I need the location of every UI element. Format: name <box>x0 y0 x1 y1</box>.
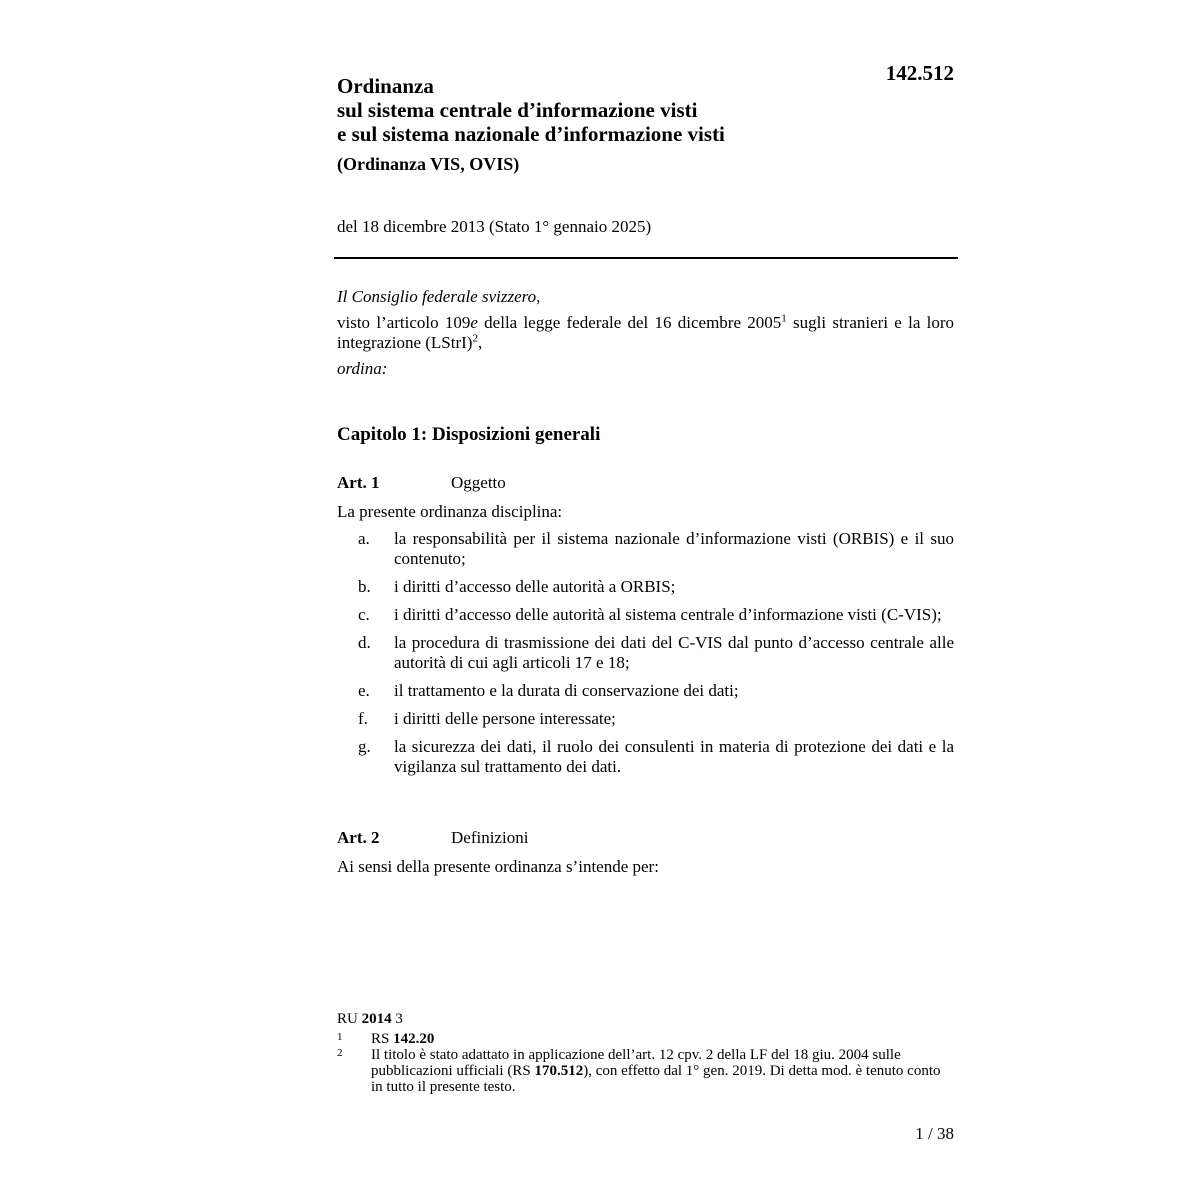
list-letter: c. <box>358 605 370 624</box>
title-line-1: Ordinanza <box>337 74 434 98</box>
list-item <box>337 709 954 729</box>
title-block <box>337 74 957 176</box>
footnote-text <box>371 1031 954 1047</box>
article-2-heading <box>337 827 528 849</box>
page-number: 1 / 38 <box>915 1124 954 1143</box>
article-1-title: Oggetto <box>451 473 506 492</box>
footnote-prefix: Il titolo è stato adattato in applicazione dell’art. 12 cpv. 2 della LF del 18 giu. 2004 sulle pubblicazioni ufficiali (RS <box>371 1047 901 1079</box>
article-2-number: Art. 2 <box>337 828 380 847</box>
sr-number: 142.512 <box>885 61 954 85</box>
preamble-ordains: ordina: <box>337 359 388 378</box>
date-line: del 18 dicembre 2013 (Stato 1° gennaio 2025) <box>337 217 652 236</box>
footnote-ref-2[interactable]: 2 <box>472 332 478 345</box>
title-line-3: e sul sistema nazionale d’informazione visti <box>337 122 725 146</box>
list-text: la responsabilità per il sistema nazionale d’informazione visti (ORBIS) e il suo contenuto; <box>394 529 954 568</box>
footnote-mark: 1 <box>337 1031 343 1043</box>
ru-page: 3 <box>391 1011 403 1027</box>
article-2-lead: Ai sensi della presente ordinanza s’intende per: <box>337 857 659 876</box>
footnote-2 <box>337 1047 954 1095</box>
list-text: i diritti delle persone interessate; <box>394 709 616 728</box>
footnote-suffix: ), con effetto dal 1° gen. 2019. Di detta mod. è tenuto conto in tutto il presente testo. <box>371 1063 941 1095</box>
footnotes <box>337 1011 954 1095</box>
list-text: i diritti d’accesso delle autorità a ORBIS; <box>394 577 676 596</box>
list-text: la sicurezza dei dati, il ruolo dei consulenti in materia di protezione dei dati e la vigilanza sul trattamento dei dati. <box>394 737 954 776</box>
footnote-prefix: RS <box>371 1031 394 1047</box>
basis-text-1: visto l’articolo 109 <box>337 313 471 332</box>
article-2-title: Definizioni <box>451 828 529 847</box>
short-title: (Ordinanza VIS, OVIS) <box>337 154 520 174</box>
basis-italic: e <box>470 313 478 332</box>
list-letter: a. <box>358 529 370 548</box>
list-item <box>337 605 954 625</box>
footnote-ref-1[interactable]: 1 <box>781 312 787 325</box>
basis-text-2: della legge federale del 16 dicembre 2005 <box>477 313 782 332</box>
preamble-legal-basis <box>337 313 954 353</box>
list-letter: f. <box>358 709 368 728</box>
footnote-bold: 142.20 <box>393 1031 435 1047</box>
article-1-heading <box>337 472 506 494</box>
article-1-lead: La presente ordinanza disciplina: <box>337 502 563 521</box>
list-text: i diritti d’accesso delle autorità al sistema centrale d’informazione visti (C-VIS); <box>394 605 942 624</box>
list-letter: e. <box>358 681 370 700</box>
article-1-number: Art. 1 <box>337 473 380 492</box>
list-item <box>337 529 954 569</box>
article-1-list <box>337 529 954 785</box>
header-divider <box>334 257 958 259</box>
list-letter: d. <box>358 633 371 652</box>
ru-prefix: RU <box>337 1011 362 1027</box>
footnote-mark: 2 <box>337 1047 343 1059</box>
official-compilation-ref <box>337 1011 954 1027</box>
preamble-authority: Il Consiglio federale svizzero, <box>337 287 541 306</box>
list-text: il trattamento e la durata di conservazione dei dati; <box>394 681 739 700</box>
footnote-1 <box>337 1031 954 1047</box>
list-item <box>337 577 954 597</box>
basis-text-4: , <box>477 333 483 352</box>
list-letter: b. <box>358 577 371 596</box>
footnote-bold: 170.512 <box>534 1063 584 1079</box>
ru-year: 2014 <box>361 1011 392 1027</box>
footnote-text <box>371 1047 954 1095</box>
list-item <box>337 737 954 777</box>
list-text: la procedura di trasmissione dei dati del C-VIS dal punto d’accesso centrale alle autorità di cui agli articoli 17 e 18; <box>394 633 954 672</box>
chapter-heading: Capitolo 1: Disposizioni generali <box>337 424 601 445</box>
title-line-2: sul sistema centrale d’informazione visti <box>337 98 698 122</box>
basis-text-3: sugli stranieri e la loro integrazione (LStrI) <box>337 313 954 352</box>
list-item <box>337 681 954 701</box>
list-item <box>337 633 954 673</box>
preamble <box>337 287 954 379</box>
list-letter: g. <box>358 737 371 756</box>
